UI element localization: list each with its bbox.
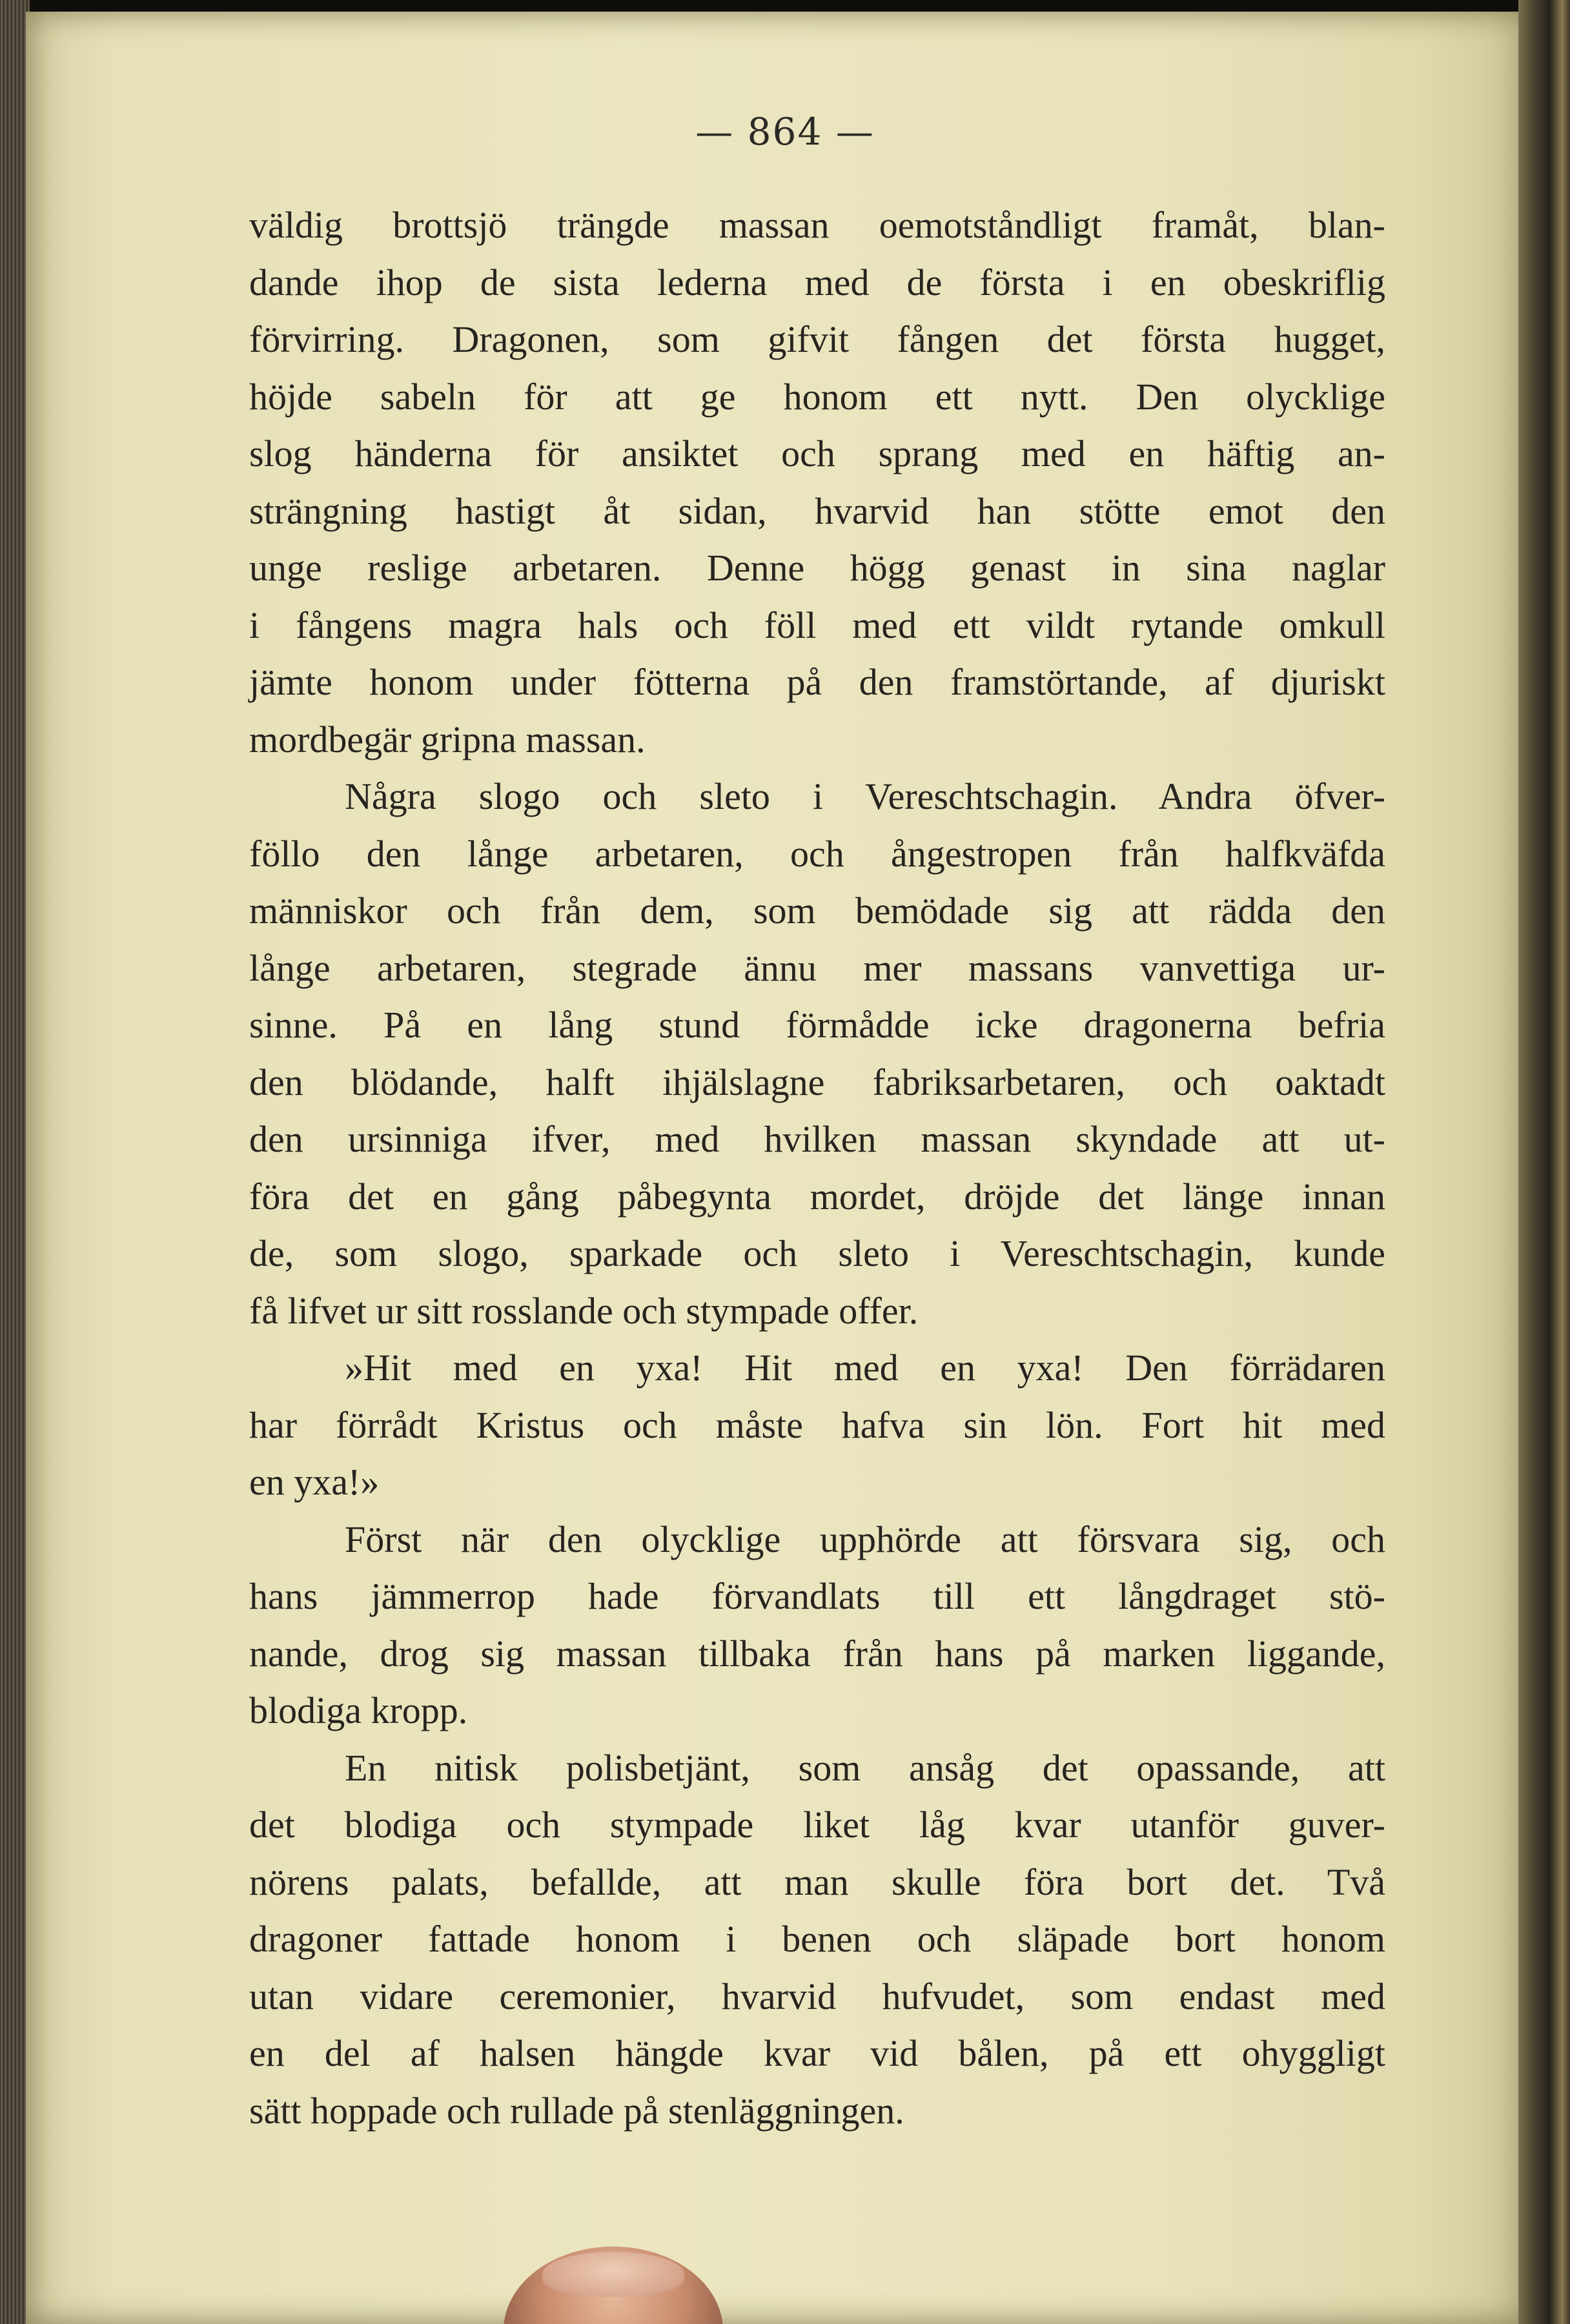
text-line: nörens palats, befallde, att man skulle föra bort det. Två xyxy=(249,1860,1385,1903)
text-line: dragoner fattade honom i benen och släpade bort honom xyxy=(249,1918,1385,1960)
text-line: sätt hoppade och rullade på stenläggningen. xyxy=(249,2089,904,2132)
text-line: förvirring. Dragonen, som gifvit fången det första hugget, xyxy=(249,318,1385,360)
paragraph xyxy=(249,768,1385,1340)
text-line: unge reslige arbetaren. Denne högg genast in sina naglar xyxy=(249,547,1385,589)
text-line: sinne. På en lång stund förmådde icke dragonerna befria xyxy=(249,1004,1385,1046)
text-line: slog händerna för ansiktet och sprang med en häftig an- xyxy=(249,433,1385,474)
text-line: i fångens magra hals och föll med ett vildt rytande omkull xyxy=(249,604,1385,646)
text-line: »Hit med en yxa! Hit med en yxa! Den förrädaren xyxy=(345,1347,1385,1389)
text-line: Först när den olycklige upphörde att försvara sig, och xyxy=(345,1518,1385,1560)
paragraph xyxy=(249,197,1385,768)
text-line: utan vidare ceremonier, hvarvid hufvudet, som endast med xyxy=(249,1975,1385,2017)
text-line: jämte honom under fötterna på den framstörtande, af djuriskt xyxy=(249,661,1385,703)
text-line: människor och från dem, som bemödade sig att rädda den xyxy=(249,890,1385,932)
text-line: föllo den långe arbetaren, och ångestropen från halfkväfda xyxy=(249,832,1385,875)
book-spine xyxy=(1518,0,1570,2324)
page-number: — 864 — xyxy=(695,110,875,154)
text-line: det blodiga och stympade liket låg kvar utanför guver- xyxy=(249,1804,1385,1846)
text-line: höjde sabeln för att ge honom ett nytt. Den olycklige xyxy=(249,375,1385,418)
text-line: hans jämmerrop hade förvandlats till ett långdraget stö- xyxy=(249,1575,1385,1617)
finger-nail xyxy=(542,2252,684,2297)
paragraph xyxy=(249,1340,1385,1511)
text-line: Några slogo och sleto i Vereschtschagin. Andra öfver- xyxy=(345,775,1385,817)
text-line: blodiga kropp. xyxy=(249,1689,468,1731)
text-line: En nitisk polisbetjänt, som ansåg det opassande, att xyxy=(345,1746,1385,1789)
text-line: få lifvet ur sitt rosslande och stympade offer. xyxy=(249,1289,919,1332)
text-line: en del af halsen hängde kvar vid bålen, på ett ohyggligt xyxy=(249,2032,1385,2074)
text-line: en yxa!» xyxy=(249,1461,380,1503)
text-line: väldig brottsjö trängde massan oemotståndligt framåt, blan- xyxy=(249,204,1385,246)
paragraph xyxy=(249,1740,1385,2140)
text-line: strängning hastigt åt sidan, hvarvid han stötte emot den xyxy=(249,489,1385,532)
text-line: nande, drog sig massan tillbaka från hans på marken liggande, xyxy=(249,1632,1385,1675)
text-line: den ursinniga ifver, med hvilken massan skyndade att ut- xyxy=(249,1118,1385,1160)
text-line: dande ihop de sista lederna med de första i en obeskriflig xyxy=(249,261,1385,303)
text-line: den blödande, halft ihjälslagne fabriksarbetaren, och oaktadt xyxy=(249,1061,1385,1103)
text-line: de, som slogo, sparkade och sleto i Vereschtschagin, kunde xyxy=(249,1232,1385,1274)
top-shadow xyxy=(0,0,1570,13)
text-line: har förrådt Kristus och måste hafva sin lön. Fort hit med xyxy=(249,1403,1385,1446)
text-line: mordbegär gripna massan. xyxy=(249,718,646,760)
body-text xyxy=(249,197,1385,2139)
text-line: föra det en gång påbegynta mordet, dröjde det länge innan xyxy=(249,1175,1385,1218)
text-line: långe arbetaren, stegrade ännu mer massans vanvettiga ur- xyxy=(249,946,1385,989)
paragraph xyxy=(249,1511,1385,1740)
